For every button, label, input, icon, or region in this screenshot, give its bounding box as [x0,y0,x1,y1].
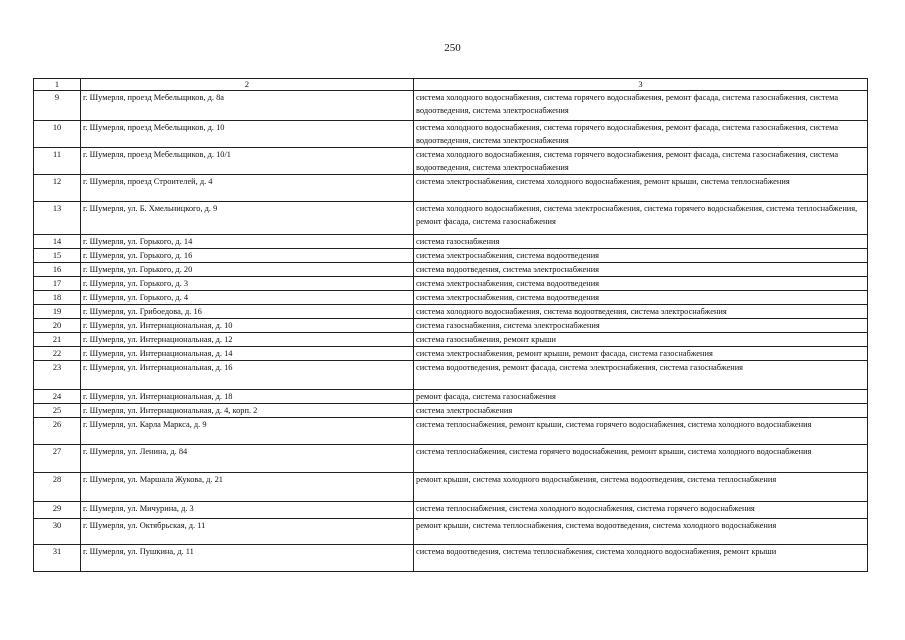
row-address: г. Шумерля, ул. Ленина, д. 84 [81,445,414,473]
row-number: 21 [34,333,81,347]
table-row [34,473,868,502]
row-address: г. Шумерля, ул. Мичурина, д. 3 [81,502,414,519]
row-works: система электроснабжения, система водоотведения [414,249,868,263]
header-col-number: 1 [34,79,81,91]
row-address: г. Шумерля, проезд Мебельщиков, д. 10/1 [81,148,414,175]
table-row [34,148,868,175]
row-number: 17 [34,277,81,291]
table-row [34,263,868,277]
table-row [34,502,868,519]
table-row [34,91,868,121]
row-address: г. Шумерля, ул. Грибоедова, д. 16 [81,305,414,319]
row-address: г. Шумерля, ул. Октябрьская, д. 11 [81,519,414,545]
row-works: система водоотведения, ремонт фасада, система электроснабжения, система газоснабжения [414,361,868,390]
table-row [34,249,868,263]
table-row [34,347,868,361]
table-row [34,202,868,235]
table-row [34,277,868,291]
row-address: г. Шумерля, ул. Горького, д. 4 [81,291,414,305]
row-address: г. Шумерля, ул. Б. Хмельницкого, д. 9 [81,202,414,235]
row-number: 9 [34,91,81,121]
row-works: система водоотведения, система теплоснабжения, система холодного водоснабжения, ремонт крыши [414,545,868,572]
page-number: 250 [444,42,461,54]
row-works: система электроснабжения [414,404,868,418]
row-address: г. Шумерля, проезд Мебельщиков, д. 8а [81,91,414,121]
table-row [34,545,868,572]
row-number: 22 [34,347,81,361]
row-works: система электроснабжения, система водоотведения [414,277,868,291]
row-works: система холодного водоснабжения, система водоотведения, система электроснабжения [414,305,868,319]
row-works: система холодного водоснабжения, система горячего водоснабжения, ремонт фасада, система газоснабжения, система водоотведения, система электроснабжения [414,148,868,175]
table-header-row [34,79,868,91]
row-address: г. Шумерля, проезд Мебельщиков, д. 10 [81,121,414,148]
row-works: система газоснабжения, система электроснабжения [414,319,868,333]
row-number: 29 [34,502,81,519]
row-number: 25 [34,404,81,418]
row-works: система холодного водоснабжения, система электроснабжения, система горячего водоснабжения, система теплоснабжения, ремонт фасада, система газоснабжения [414,202,868,235]
row-number: 11 [34,148,81,175]
table-row [34,404,868,418]
table-row [34,121,868,148]
row-number: 24 [34,390,81,404]
row-number: 12 [34,175,81,202]
header-col-works: 3 [414,79,868,91]
row-address: г. Шумерля, проезд Строителей, д. 4 [81,175,414,202]
row-works: система газоснабжения, ремонт крыши [414,333,868,347]
row-address: г. Шумерля, ул. Интернациональная, д. 12 [81,333,414,347]
row-address: г. Шумерля, ул. Горького, д. 20 [81,263,414,277]
repair-works-table [33,78,868,572]
row-works: система холодного водоснабжения, система горячего водоснабжения, ремонт фасада, система газоснабжения, система водоотведения, система электроснабжения [414,121,868,148]
table-body [34,79,868,572]
row-works: ремонт крыши, система теплоснабжения, система водоотведения, система холодного водоснабжения [414,519,868,545]
row-number: 18 [34,291,81,305]
row-number: 26 [34,418,81,445]
row-number: 19 [34,305,81,319]
table-row [34,418,868,445]
row-address: г. Шумерля, ул. Интернациональная, д. 10 [81,319,414,333]
row-number: 14 [34,235,81,249]
row-address: г. Шумерля, ул. Интернациональная, д. 4, корп. 2 [81,404,414,418]
row-works: система теплоснабжения, система горячего водоснабжения, ремонт крыши, система холодного водоснабжения [414,445,868,473]
row-works: система водоотведения, система электроснабжения [414,263,868,277]
row-number: 28 [34,473,81,502]
row-address: г. Шумерля, ул. Карла Маркса, д. 9 [81,418,414,445]
table-row [34,291,868,305]
row-works: система теплоснабжения, ремонт крыши, система горячего водоснабжения, система холодного водоснабжения [414,418,868,445]
row-number: 20 [34,319,81,333]
row-address: г. Шумерля, ул. Горького, д. 3 [81,277,414,291]
row-works: система теплоснабжения, система холодного водоснабжения, система горячего водоснабжения [414,502,868,519]
row-number: 27 [34,445,81,473]
row-address: г. Шумерля, ул. Интернациональная, д. 18 [81,390,414,404]
row-works: система газоснабжения [414,235,868,249]
row-address: г. Шумерля, ул. Интернациональная, д. 14 [81,347,414,361]
row-address: г. Шумерля, ул. Горького, д. 14 [81,235,414,249]
table-row [34,175,868,202]
row-number: 16 [34,263,81,277]
row-number: 30 [34,519,81,545]
table-row [34,361,868,390]
row-number: 23 [34,361,81,390]
row-works: система электроснабжения, система холодного водоснабжения, ремонт крыши, система теплоснабжения [414,175,868,202]
row-works: система холодного водоснабжения, система горячего водоснабжения, ремонт фасада, система газоснабжения, система водоотведения, система электроснабжения [414,91,868,121]
row-address: г. Шумерля, ул. Горького, д. 16 [81,249,414,263]
table-row [34,519,868,545]
table-row [34,235,868,249]
table-row [34,333,868,347]
row-number: 15 [34,249,81,263]
row-number: 13 [34,202,81,235]
row-address: г. Шумерля, ул. Маршала Жукова, д. 21 [81,473,414,502]
table-row [34,390,868,404]
table-row [34,319,868,333]
row-works: система электроснабжения, ремонт крыши, ремонт фасада, система газоснабжения [414,347,868,361]
row-works: ремонт фасада, система газоснабжения [414,390,868,404]
table-row [34,445,868,473]
row-number: 31 [34,545,81,572]
row-works: ремонт крыши, система холодного водоснабжения, система водоотведения, система теплоснабжения [414,473,868,502]
header-col-address: 2 [81,79,414,91]
table-row [34,305,868,319]
row-address: г. Шумерля, ул. Интернациональная, д. 16 [81,361,414,390]
row-number: 10 [34,121,81,148]
row-address: г. Шумерля, ул. Пушкина, д. 11 [81,545,414,572]
row-works: система электроснабжения, система водоотведения [414,291,868,305]
